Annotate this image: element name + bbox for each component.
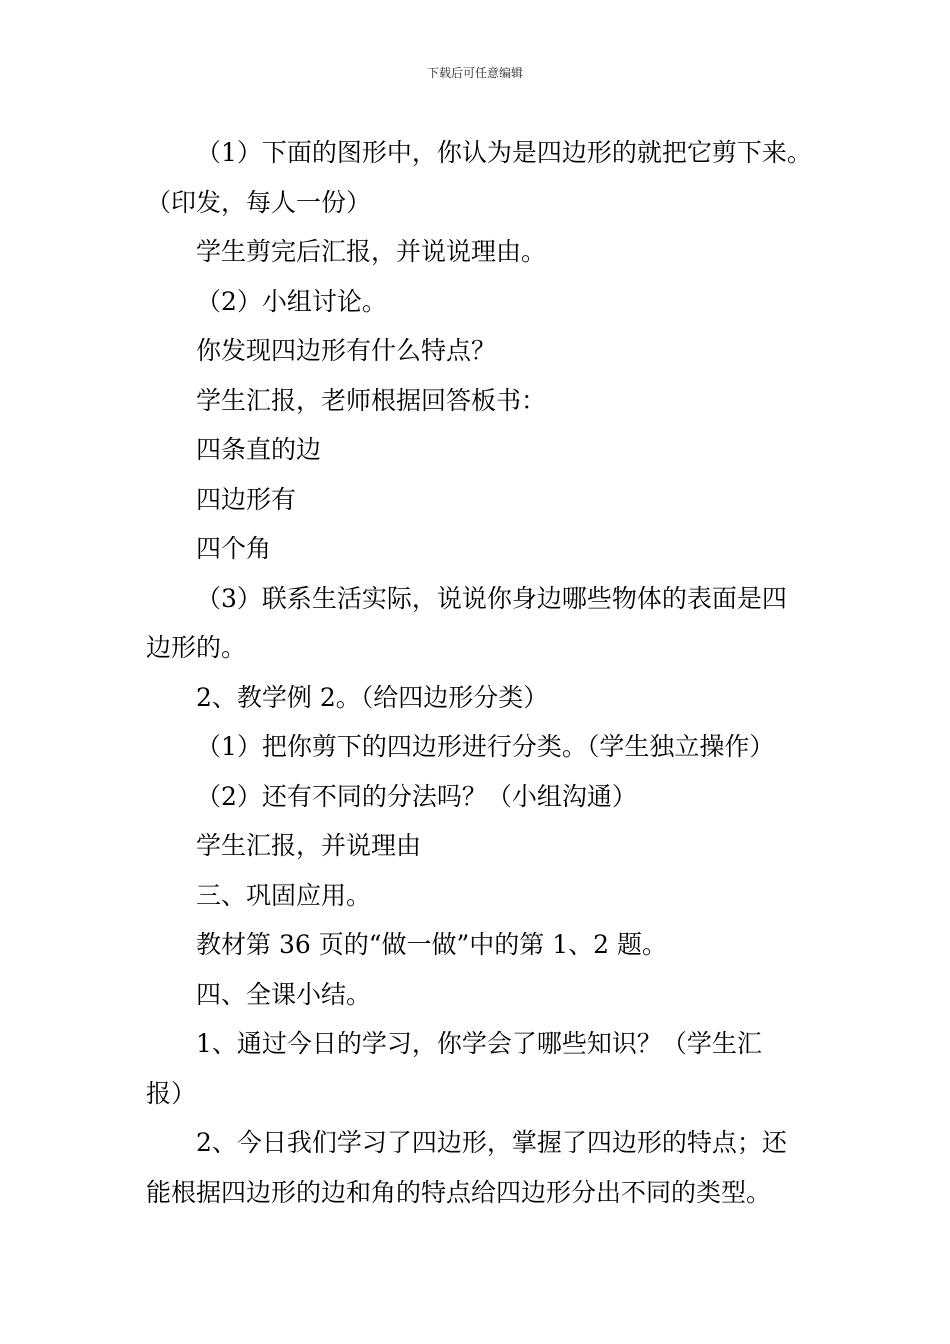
paragraph-line: （2）还有不同的分法吗？（小组沟通） — [196, 781, 637, 811]
section-heading: 四、全课小结。 — [196, 979, 372, 1009]
board-note-line: 四条直的边 — [196, 435, 322, 464]
paragraph-line: 学生汇报，老师根据回答板书： — [196, 385, 547, 415]
board-note-line: 四边形有 — [196, 484, 297, 514]
paragraph-line: 报） — [146, 1078, 197, 1108]
section-heading: 三、巩固应用。 — [196, 880, 372, 910]
paragraph-line: 学生汇报，并说理由 — [196, 831, 422, 860]
paragraph-line: 学生剪完后汇报，并说说理由。 — [196, 237, 547, 266]
paragraph-line: （1）下面的图形中，你认为是四边形的就把它剪下来。 — [196, 138, 812, 167]
paragraph-line: 边形的。 — [146, 633, 247, 662]
document-body — [146, 128, 816, 1217]
paragraph-line: （3）联系生活实际，说说你身边哪些物体的表面是四 — [196, 583, 787, 613]
paragraph-line: 1、通过今日的学习，你学会了哪些知识？（学生汇 — [196, 1029, 762, 1058]
paragraph-line: 2、今日我们学习了四边形，掌握了四边形的特点；还 — [196, 1128, 787, 1157]
paragraph-line: 能根据四边形的边和角的特点给四边形分出不同的类型。 — [146, 1177, 772, 1207]
section-heading: 2、教学例 2。（给四边形分类） — [196, 682, 549, 712]
paragraph-line: 你发现四边形有什么特点？ — [196, 336, 497, 365]
board-note-line: 四个角 — [196, 534, 272, 563]
page-header: 下载后可任意编辑 — [426, 66, 523, 80]
paragraph-line: 教材第 36 页的“做一做”中的第 1、2 题。 — [196, 930, 667, 959]
paragraph-line: （1）把你剪下的四边形进行分类。（学生独立操作） — [196, 732, 775, 761]
paragraph-line: （印发，每人一份） — [146, 187, 372, 217]
paragraph-line: （2）小组讨论。 — [196, 286, 387, 316]
